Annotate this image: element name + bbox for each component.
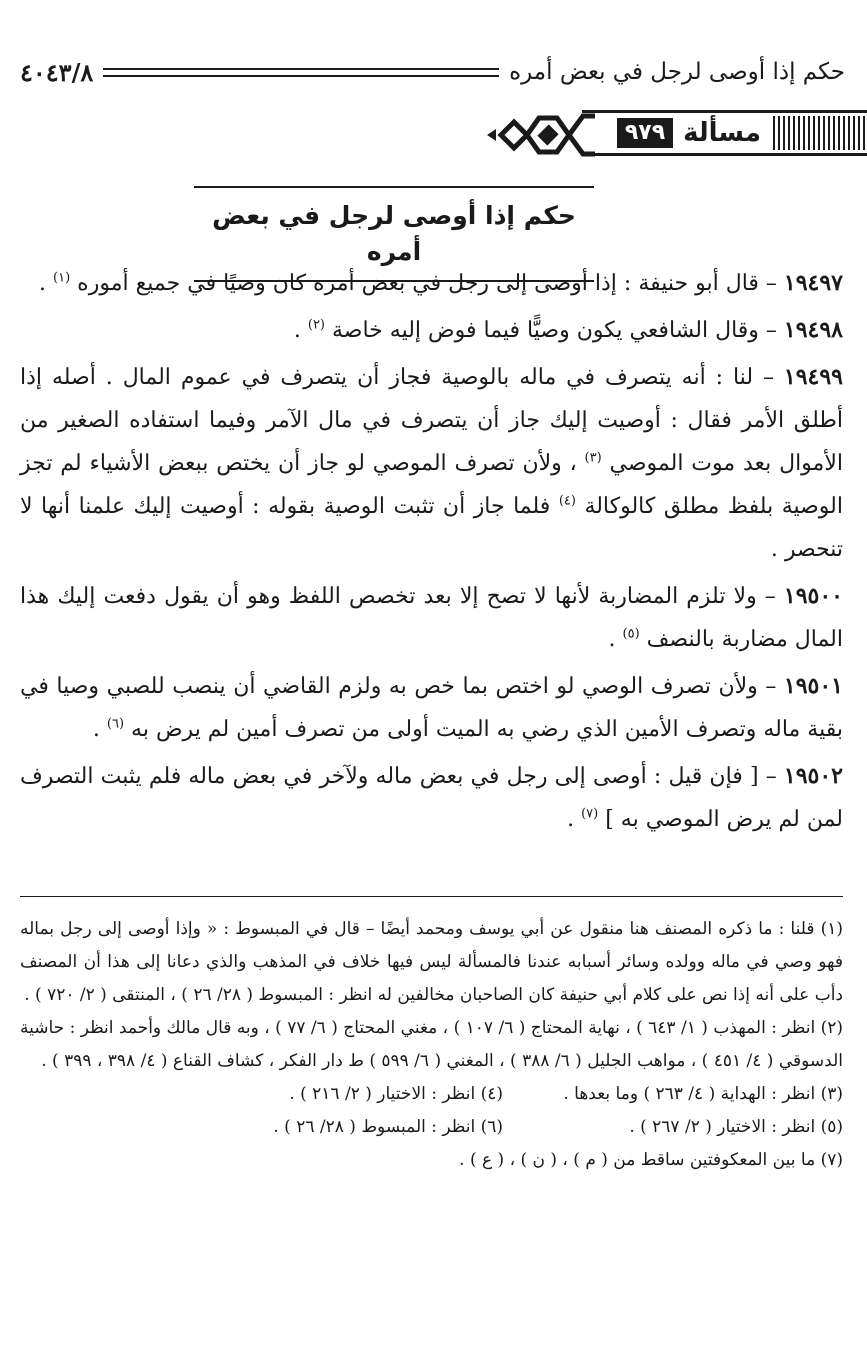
- footnote-1: (١) قلنا : ما ذكره المصنف هنا منقول عن أبي يوسف ومحمد أيضًا – قال في المبسوط : « وإذا أوصى إلى رجل بماله فهو وصي في ماله وولده وسائر أسبابه عندنا فالمسألة ليس فيها خلاف في المذهب والذي دعانا إلى هذا أن المصنف دأب على أنه إذا نص على كلام أبي حنيفة كان الصاحبان مخالفين له انظر : المبسوط ( ٢٨/ ٢٦ ) ، المنتقى ( ٢/ ٧٢٠ ) .: [20, 919, 843, 1005]
- paragraph-text: – لنا : أنه يتصرف في ماله بالوصية فجاز أن يتصرف في عموم المال . أصله إذا أطلق الأمر فقال : أوصيت إليك جاز أن يتصرف في مال الآمر وفيما استفاده الصغير من الأموال بعد موت الموصي: [20, 365, 843, 476]
- footnote-row-5-6: [20, 1111, 843, 1144]
- footnote-5: (٥) انظر : الاختيار ( ٢/ ٢٦٧ ) .: [629, 1117, 843, 1137]
- paragraph-number: ١٩٥٠٠: [783, 583, 843, 609]
- paragraph-19497: [20, 262, 843, 305]
- ornament-icon: [487, 96, 597, 174]
- footnote-ref[interactable]: (٦): [106, 716, 125, 732]
- paragraph-text: – قال أبو حنيفة : إذا أوصى إلى رجل في بعض أمره كان وصيًا في جميع أموره: [77, 271, 784, 296]
- issue-title: حكم إذا أوصى لرجل في بعض أمره: [194, 186, 594, 282]
- running-header: [20, 52, 845, 92]
- footnote-ref[interactable]: (٧): [581, 806, 599, 822]
- masala-banner: [0, 96, 867, 176]
- paragraph-text: – ولا تلزم المضاربة لأنها لا تصح إلا بعد تخصص اللفظ وهو أن يقول دفعت إليك هذا المال مضاربة بالنصف: [20, 584, 843, 652]
- header-rule: [103, 68, 499, 77]
- footnote-6: (٦) انظر : المبسوط ( ٢٨/ ٢٦ ) .: [273, 1117, 503, 1137]
- footnote-ref[interactable]: (٣): [584, 450, 602, 466]
- paragraph-end: .: [293, 318, 308, 343]
- masala-number: ٩٧٩: [617, 118, 673, 148]
- footnote-ref[interactable]: (١): [53, 270, 71, 286]
- masala-box: [582, 110, 867, 156]
- paragraph-number: ١٩٤٩٨: [783, 317, 843, 343]
- paragraph-number: ١٩٤٩٧: [783, 270, 843, 296]
- paragraph-end: .: [39, 271, 54, 296]
- masala-label: مسألة: [683, 118, 761, 148]
- paragraph-19498: [20, 309, 843, 352]
- paragraph-19501: [20, 665, 843, 751]
- paragraph-number: ١٩٥٠٢: [783, 763, 843, 789]
- paragraph-number: ١٩٥٠١: [783, 673, 843, 699]
- footnotes: [20, 913, 843, 1177]
- paragraph-text: – وقال الشافعي يكون وصيًّا فيما فوض إليه خاصة: [332, 318, 784, 343]
- footnote-ref[interactable]: (٤): [558, 493, 576, 509]
- paragraph-text-continued: ، ولأن تصرف الموصي لو جاز أن يختص ببعض الأشياء لم تجز الوصية بلفظ مطلق كالوكالة: [20, 451, 843, 519]
- paragraph-end: .: [92, 717, 107, 742]
- body-text: [20, 262, 843, 845]
- footnote-separator: [20, 896, 843, 897]
- footnote-row-3-4: [20, 1078, 843, 1111]
- footnote-ref[interactable]: (٥): [622, 626, 640, 642]
- running-title: حكم إذا أوصى لرجل في بعض أمره: [509, 59, 845, 85]
- paragraph-end: فلما جاز أن تثبت الوصية بقوله : أوصيت إليك علمنا أنها لا تنحصر .: [20, 494, 843, 562]
- decorative-bars: [773, 116, 865, 150]
- paragraph-end: .: [608, 627, 623, 652]
- footnote-ref[interactable]: (٢): [307, 317, 325, 333]
- footnote-7: (٧) ما بين المعكوفتين ساقط من ( م ) ، ( ن ) ، ( ع ) .: [459, 1150, 843, 1170]
- paragraph-text: – ولأن تصرف الوصي لو اختص بما خص به ولزم القاضي أن ينصب للصبي وصيا في بقية ماله وتصرف الأمين الذي رضي به الميت أولى من تصرف أمين لم يرض به: [20, 674, 843, 742]
- page-reference: ٤٠٤٣/٨: [20, 57, 94, 87]
- paragraph-19500: [20, 575, 843, 661]
- paragraph-19499: [20, 356, 843, 571]
- paragraph-text: – [ فإن قيل : أوصى إلى رجل في بعض ماله ولآخر في بعض ماله فلم يثبت التصرف لمن لم يرض الموصي به ]: [20, 764, 843, 832]
- footnote-3: (٣) انظر : الهداية ( ٤/ ٢٦٣ ) وما بعدها .: [563, 1084, 843, 1104]
- paragraph-end: .: [567, 807, 582, 832]
- paragraph-19502: [20, 755, 843, 841]
- footnote-2: (٢) انظر : المهذب ( ١/ ٦٤٣ ) ، نهاية المحتاج ( ٦/ ١٠٧ ) ، مغني المحتاج ( ٦/ ٧٧ ) ، وبه قال مالك وأحمد انظر : حاشية الدسوقي ( ٤/ ٤٥١ ) ، مواهب الجليل ( ٦/ ٣٨٨ ) ، المغني ( ٦/ ٥٩٩ ) ط دار الفكر ، كشاف القناع ( ٤/ ٣٩٨ ، ٣٩٩ ) .: [20, 1018, 843, 1071]
- paragraph-number: ١٩٤٩٩: [783, 364, 843, 390]
- footnote-4: (٤) انظر : الاختيار ( ٢/ ٢١٦ ) .: [289, 1084, 503, 1104]
